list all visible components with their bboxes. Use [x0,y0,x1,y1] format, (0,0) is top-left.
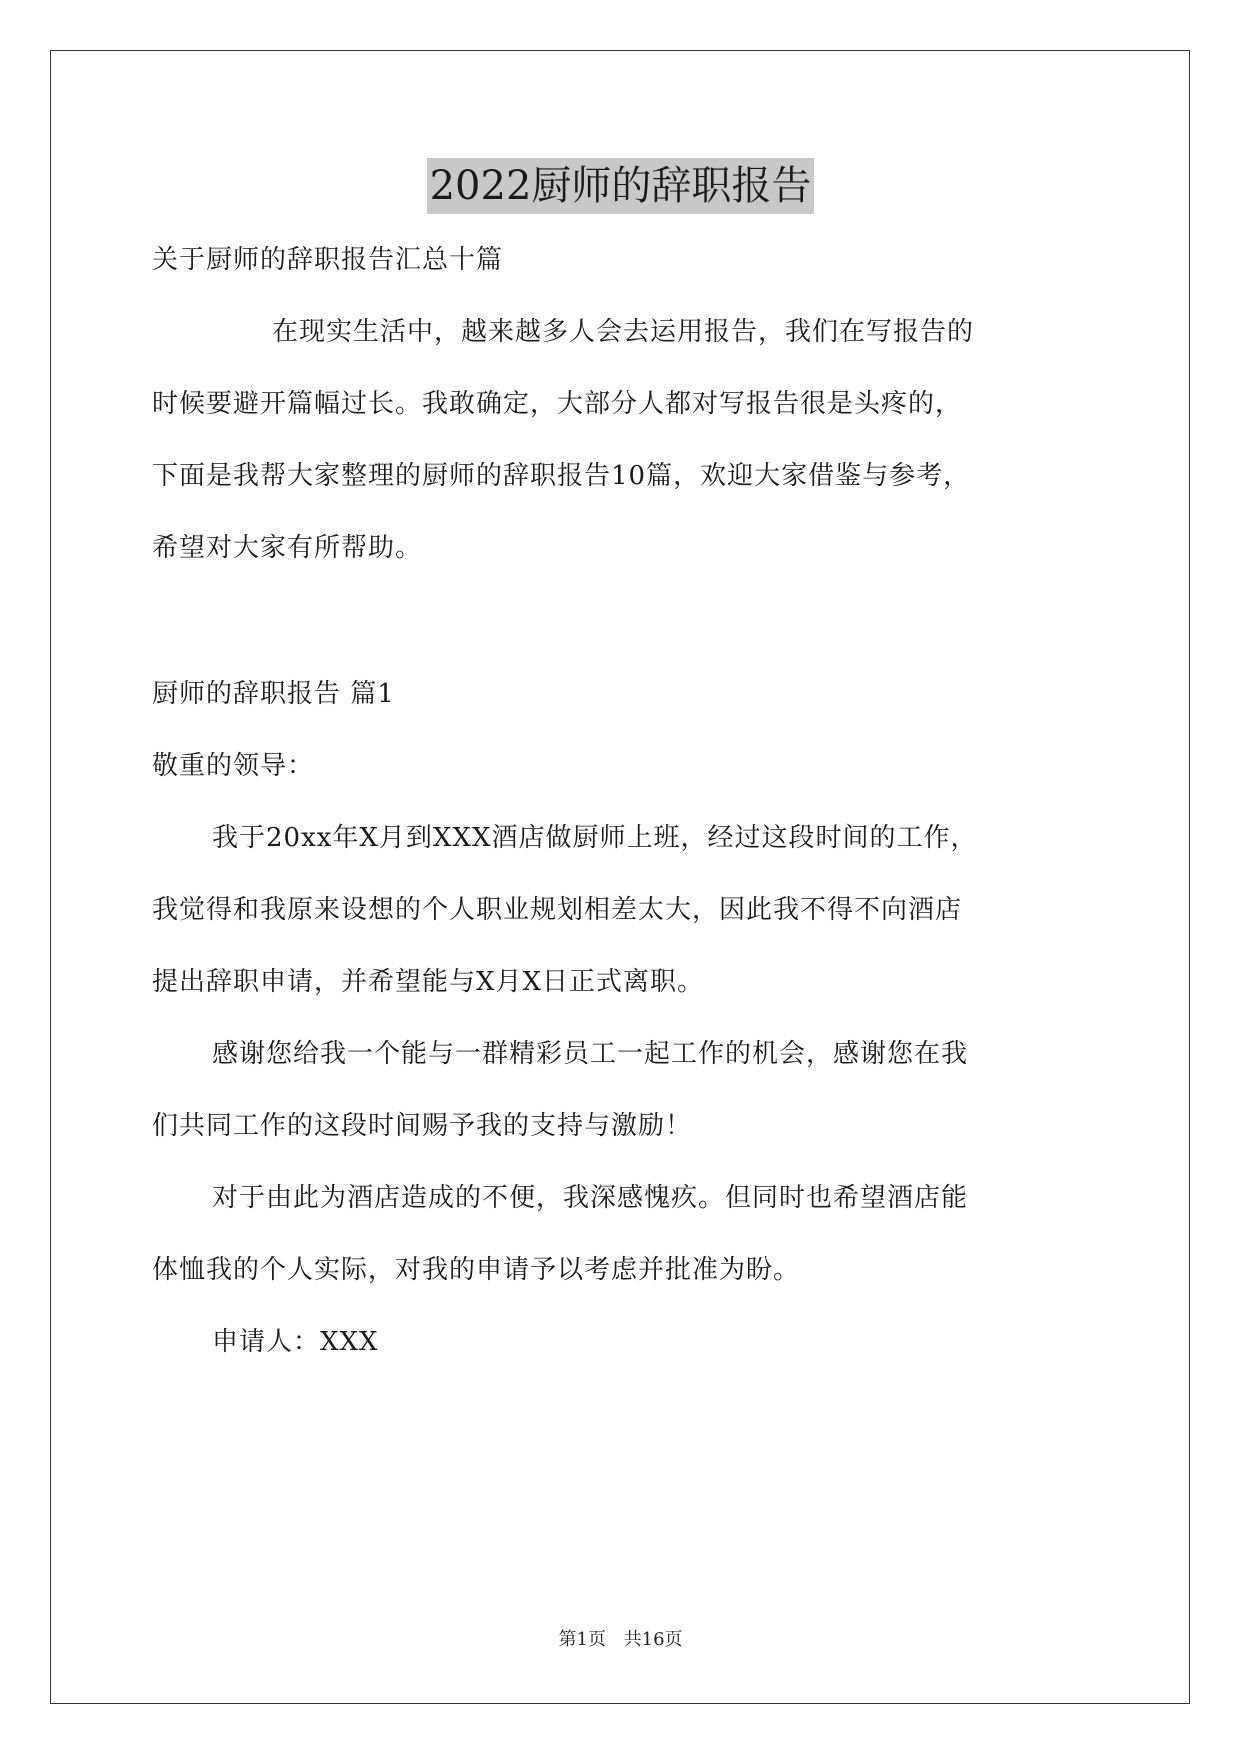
body-line-6: 对于由此为酒店造成的不便，我深感愧疚。但同时也希望酒店能 [212,1183,969,1213]
body-line-3: 提出辞职申请，并希望能与X月X日正式离职。 [152,967,705,997]
page-footer [0,1628,1241,1652]
body-line-4: 感谢您给我一个能与一群精彩员工一起工作的机会，感谢您在我 [212,1039,969,1069]
page-number: 第1页 [558,1629,606,1650]
page-total: 共16页 [623,1629,683,1650]
body-line-5: 们共同工作的这段时间赐予我的支持与激励！ [152,1111,693,1141]
page-border [50,50,1190,1704]
body-line-2: 我觉得和我原来设想的个人职业规划相差太大，因此我不得不向酒店 [152,895,963,925]
signature-line: 申请人：XXX [212,1327,379,1357]
body-line-1: 我于20xx年X月到XXX酒店做厨师上班，经过这段时间的工作， [212,823,978,853]
body-line-7: 体恤我的个人实际，对我的申请予以考虑并批准为盼。 [152,1255,801,1285]
document-title [0,158,1241,214]
section-heading: 厨师的辞职报告 篇1 [152,679,395,709]
document-subtitle: 关于厨师的辞职报告汇总十篇 [152,245,504,275]
intro-line-3: 下面是我帮大家整理的厨师的辞职报告10篇，欢迎大家借鉴与参考， [152,461,971,491]
document-title-text: 2022厨师的辞职报告 [427,158,815,214]
intro-line-1: 在现实生活中，越来越多人会去运用报告，我们在写报告的 [272,317,975,347]
salutation: 敬重的领导： [152,751,315,781]
intro-line-2: 时候要避开篇幅过长。我敢确定，大部分人都对写报告很是头疼的， [152,389,963,419]
intro-line-4: 希望对大家有所帮助。 [152,533,423,563]
